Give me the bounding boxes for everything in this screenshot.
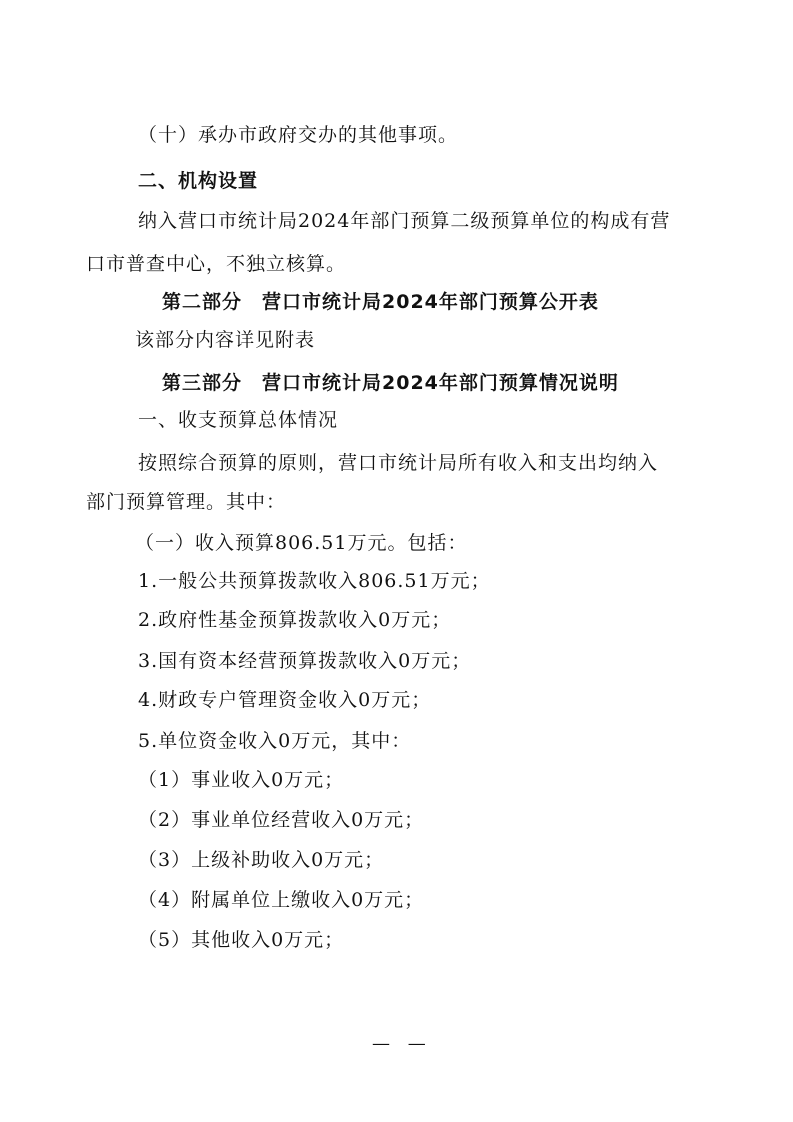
part-three-title: 第三部分 营口市统计局2024年部门预算情况说明 <box>162 372 619 394</box>
page-number: — — <box>372 1033 432 1054</box>
list-item: 2.政府性基金预算拨款收入0万元； <box>138 609 452 631</box>
list-item: （5）其他收入0万元； <box>138 929 345 951</box>
list-item: （一）收入预算806.51万元。包括： <box>135 532 468 554</box>
list-item: （2）事业单位经营收入0万元； <box>138 809 425 831</box>
paragraph-body-line: 按照综合预算的原则，营口市统计局所有收入和支出均纳入 <box>138 452 659 474</box>
section-heading-budget-overview: 一、收支预算总体情况 <box>138 409 339 431</box>
section-heading-organization: 二、机构设置 <box>138 170 259 192</box>
part-two-title: 第二部分 营口市统计局2024年部门预算公开表 <box>162 291 599 313</box>
list-item: 4.财政专户管理资金收入0万元； <box>138 689 432 711</box>
paragraph-body-line: 该部分内容详见附表 <box>135 329 316 351</box>
list-item: （1）事业收入0万元； <box>138 769 345 791</box>
list-item: 3.国有资本经营预算拨款收入0万元； <box>138 650 472 672</box>
paragraph-body-line: 部门预算管理。其中： <box>86 491 287 513</box>
paragraph-body-line: 纳入营口市统计局2024年部门预算二级预算单位的构成有营 <box>138 210 671 232</box>
list-item: 5.单位资金收入0万元，其中： <box>138 730 412 752</box>
paragraph-body-line: 口市普查中心，不独立核算。 <box>86 253 347 275</box>
list-item: 1.一般公共预算拨款收入806.51万元； <box>138 570 491 592</box>
paragraph-item-ten: （十）承办市政府交办的其他事项。 <box>138 124 459 146</box>
list-item: （3）上级补助收入0万元； <box>138 849 385 871</box>
list-item: （4）附属单位上缴收入0万元； <box>138 889 425 911</box>
